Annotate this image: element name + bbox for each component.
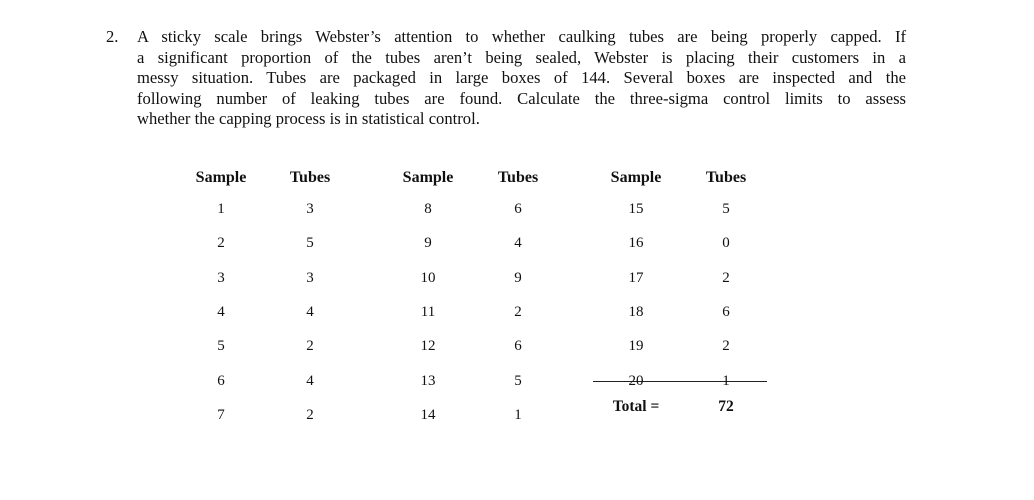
total-value: 72 [718, 398, 734, 415]
sample-number-cell: 20 [628, 372, 644, 389]
sample-number-cell: 11 [420, 303, 436, 320]
sample-column-header: Sample [195, 169, 247, 186]
problem-line: messy situation. Tubes are packaged in large boxes of 144. Several boxes are inspected and the [137, 68, 906, 88]
tubes-count-cell: 6 [514, 338, 522, 355]
tubes-count-cell: 2 [306, 338, 314, 355]
sample-number-cell: 12 [420, 338, 436, 355]
sample-number-cell: 3 [217, 269, 225, 286]
tubes-count-cell: 3 [306, 201, 314, 217]
sample-number-cell: 4 [217, 303, 225, 320]
tubes-count-cell: 1 [514, 406, 522, 423]
total-divider [593, 381, 767, 382]
sample-column-header: Sample [610, 169, 662, 186]
problem-line: following number of leaking tubes are found. Calculate the three-sigma control limits to assess [137, 88, 906, 108]
sample-number-cell: 15 [628, 201, 644, 217]
tubes-count-cell: 1 [722, 372, 730, 389]
tubes-count-cell: 6 [514, 201, 522, 217]
tubes-column-header: Tubes [289, 169, 331, 186]
sample-number-cell: 1 [217, 201, 225, 217]
tubes-column-header: Tubes [705, 169, 747, 186]
tubes-count-cell: 9 [514, 269, 522, 286]
problem-text [137, 27, 906, 130]
tubes-count-cell: 4 [306, 303, 314, 320]
tubes-count-cell: 2 [306, 406, 314, 423]
sample-number-cell: 6 [217, 372, 225, 389]
sample-number-cell: 5 [217, 338, 225, 355]
sample-column-header: Sample [402, 169, 454, 186]
sample-number-cell: 2 [217, 235, 225, 252]
tubes-count-cell: 2 [722, 338, 730, 355]
problem-line: A sticky scale brings Webster’s attention to whether caulking tubes are being properly capped. If [137, 27, 906, 46]
total-label: Total = [612, 398, 660, 415]
tubes-count-cell: 2 [722, 269, 730, 286]
tubes-count-cell: 5 [514, 372, 522, 389]
tubes-count-cell: 6 [722, 303, 730, 320]
sample-number-cell: 14 [420, 406, 436, 423]
sample-number-cell: 16 [628, 235, 644, 252]
tubes-count-cell: 5 [306, 235, 314, 252]
tubes-count-cell: 4 [514, 235, 522, 252]
problem-statement [106, 27, 906, 130]
sample-number-cell: 13 [420, 372, 436, 389]
sample-number-cell: 17 [628, 269, 644, 286]
tubes-count-cell: 3 [306, 269, 314, 286]
tubes-count-cell: 2 [514, 303, 522, 320]
tubes-count-cell: 5 [722, 201, 730, 217]
sample-number-cell: 18 [628, 303, 644, 320]
problem-line: a significant proportion of the tubes aren’t being sealed, Webster is placing their customers in a [137, 47, 906, 67]
problem-number: 2. [106, 27, 119, 46]
sample-number-cell: 19 [628, 338, 644, 355]
tubes-count-cell: 0 [722, 235, 730, 252]
sample-number-cell: 8 [424, 201, 432, 217]
sample-number-cell: 10 [420, 269, 436, 286]
tubes-count-cell: 4 [306, 372, 314, 389]
sample-number-cell: 9 [424, 235, 432, 252]
problem-line: whether the capping process is in statistical control. [137, 109, 480, 129]
sample-number-cell: 7 [217, 406, 225, 423]
tubes-column-header: Tubes [497, 169, 539, 186]
